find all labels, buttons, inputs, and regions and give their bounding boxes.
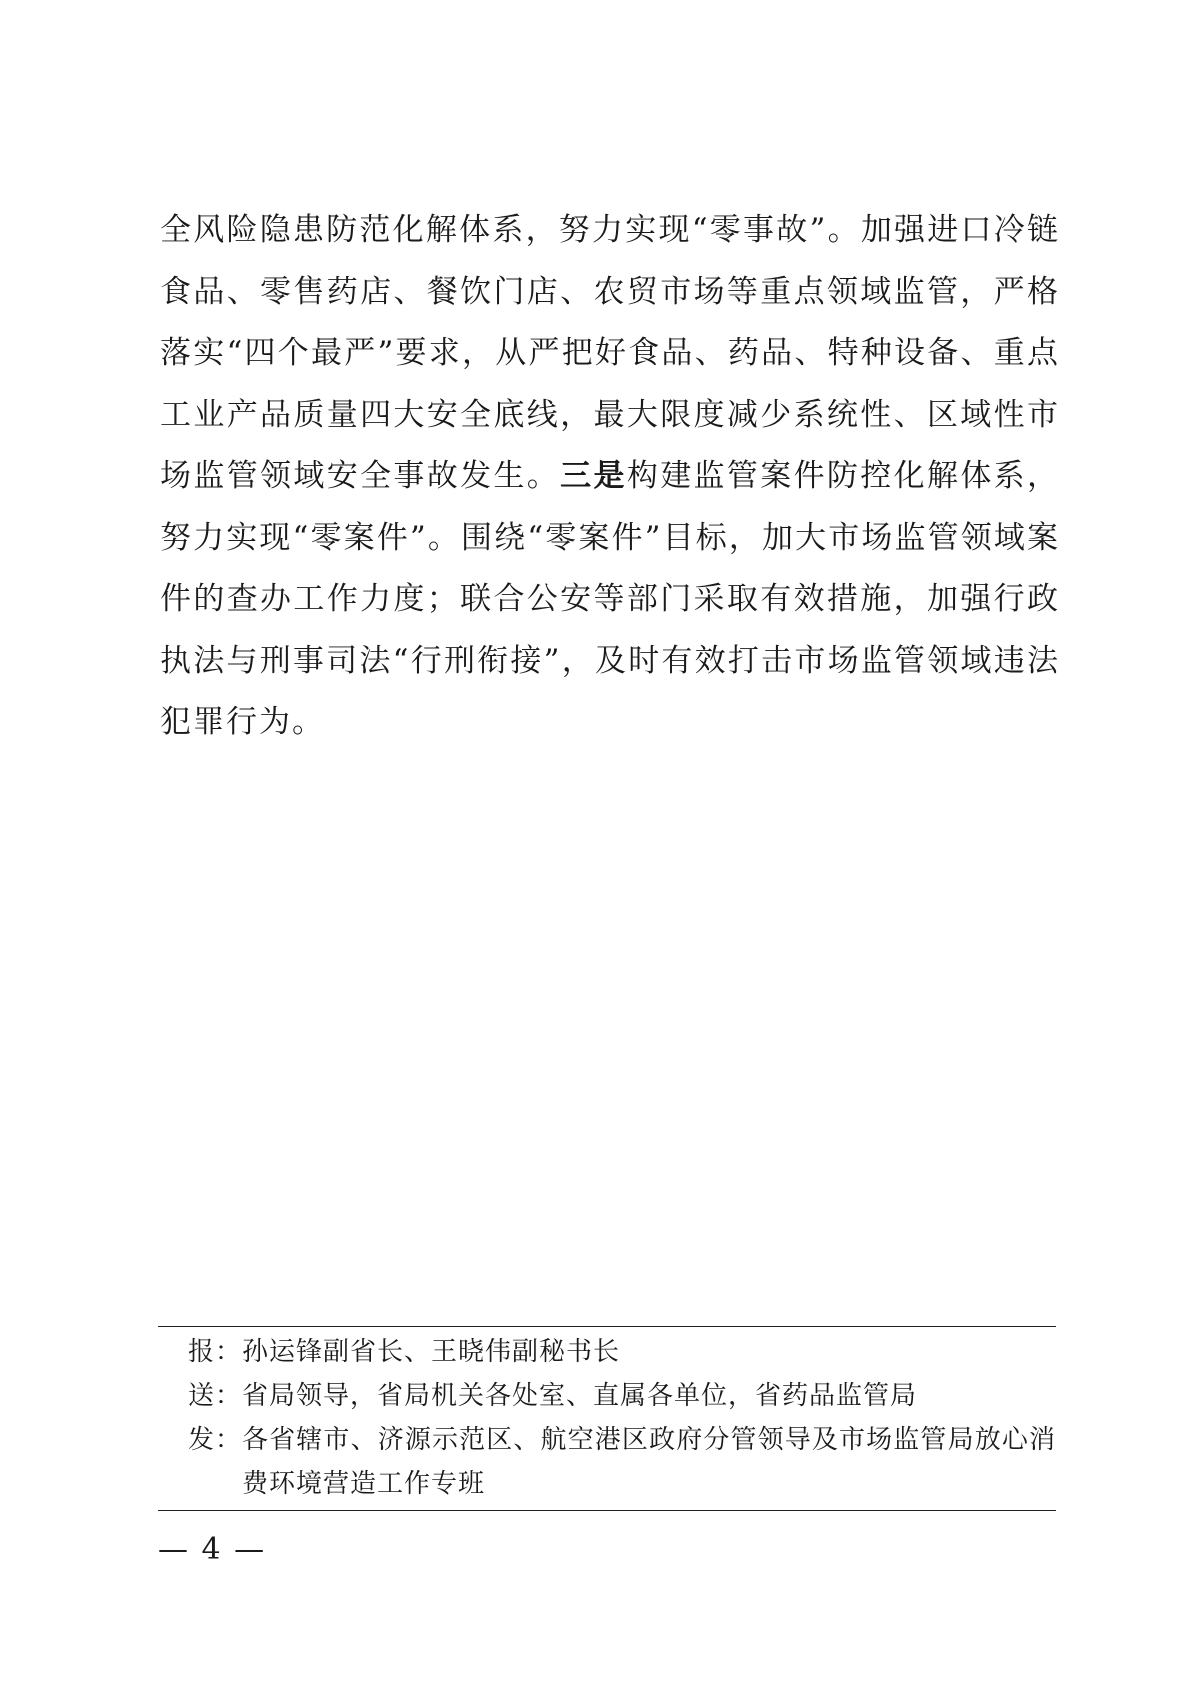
distribution-bottom-rule: [158, 1510, 1056, 1511]
report-label: 报：: [188, 1337, 243, 1367]
send-row: [188, 1374, 1056, 1418]
distribution-top-rule: [158, 1326, 1056, 1327]
paragraph-text-part2: 构建监管案件防控化解体系，努力实现“零案件”。围绕“零案件”目标，加大市场监管领域案件的查办工作力度；联合公安等部门采取有效措施，加强行政执法与刑事司法“行刑衔接”，及时有效打击市场监管领域违法犯罪行为。: [160, 458, 1061, 740]
body-paragraph: [160, 200, 1060, 754]
distribution-block: [188, 1330, 1056, 1506]
paragraph-text-part1: 全风险隐患防范化解体系，努力实现“零事故”。加强进口冷链食品、零售药店、餐饮门店、农贸市场等重点领域监管，严格落实“四个最严”要求，从严把好食品、药品、特种设备、重点工业产品质量四大安全底线，最大限度减少系统性、区域性市场监管领域安全事故发生。: [160, 212, 1060, 494]
issue-value: 各省辖市、济源示范区、航空港区政府分管领导及市场监管局放心消费环境营造工作专班: [242, 1425, 1056, 1499]
report-value: 孙运锋副省长、王晓伟副秘书长: [242, 1337, 621, 1367]
issue-row: [188, 1418, 1056, 1506]
send-value: 省局领导，省局机关各处室、直属各单位，省药品监管局: [242, 1381, 918, 1411]
bold-lead-san-shi: 三是: [560, 458, 627, 494]
page-number: — 4 —: [158, 1532, 267, 1567]
send-label: 送：: [188, 1381, 243, 1411]
issue-label: 发：: [188, 1425, 243, 1455]
report-row: [188, 1330, 1056, 1374]
paragraph-text: [160, 200, 1060, 754]
